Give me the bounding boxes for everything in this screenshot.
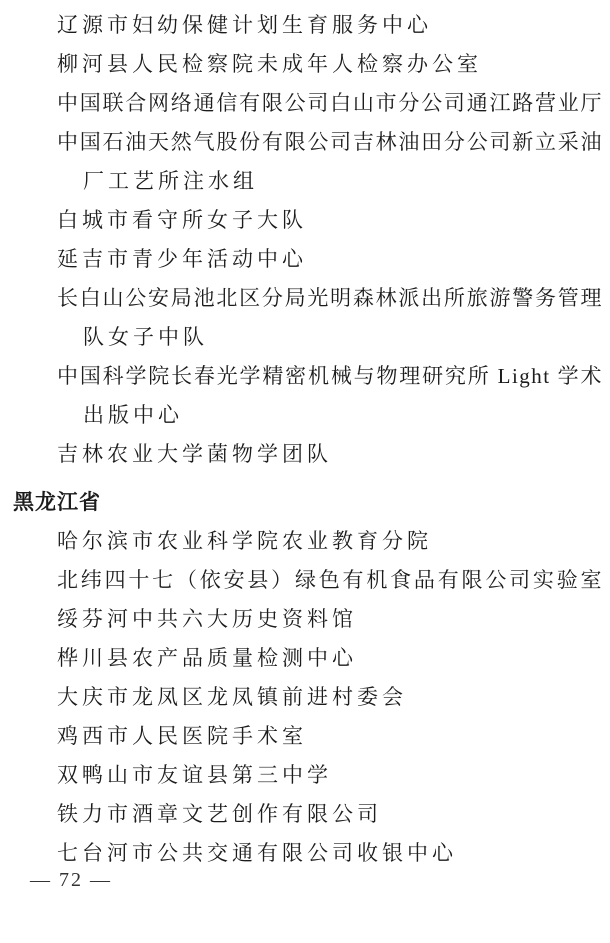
- list-item-line: 延吉市青少年活动中心: [57, 247, 307, 271]
- list-item-line: 辽源市妇幼保健计划生育服务中心: [57, 13, 432, 37]
- list-item-line-continuation: 厂工艺所注水组: [83, 169, 258, 193]
- province-section-header: 黑龙江省: [13, 491, 101, 514]
- list-item-line: 中国联合网络通信有限公司白山市分公司通江路营业厅: [57, 91, 603, 115]
- list-item-line-continuation: 队女子中队: [83, 325, 208, 349]
- list-item-line: 大庆市龙凤区龙凤镇前进村委会: [57, 685, 407, 709]
- list-item-line: 哈尔滨市农业科学院农业教育分院: [57, 529, 432, 553]
- list-item-line: 绥芬河中共六大历史资料馆: [57, 607, 357, 631]
- list-item-line: 中国科学院长春光学精密机械与物理研究所 Light 学术: [57, 364, 603, 388]
- list-item-line: 长白山公安局池北区分局光明森林派出所旅游警务管理: [57, 286, 603, 310]
- list-item-line: 柳河县人民检察院未成年人检察办公室: [57, 52, 482, 76]
- list-item-line-continuation: 出版中心: [83, 403, 183, 427]
- list-item-line: 北纬四十七（依安县）绿色有机食品有限公司实验室: [57, 568, 603, 592]
- list-item-line: 桦川县农产品质量检测中心: [57, 646, 357, 670]
- list-item-line: 铁力市酒章文艺创作有限公司: [57, 802, 382, 826]
- list-item-line: 中国石油天然气股份有限公司吉林油田分公司新立采油: [57, 130, 603, 154]
- list-item-line: 双鸭山市友谊县第三中学: [57, 763, 332, 787]
- list-item-line: 鸡西市人民医院手术室: [57, 724, 307, 748]
- list-item-line: 吉林农业大学菌物学团队: [57, 442, 332, 466]
- list-item-line: 七台河市公共交通有限公司收银中心: [57, 841, 457, 865]
- list-item-line: 白城市看守所女子大队: [57, 208, 307, 232]
- page-number: — 72 —: [30, 869, 112, 891]
